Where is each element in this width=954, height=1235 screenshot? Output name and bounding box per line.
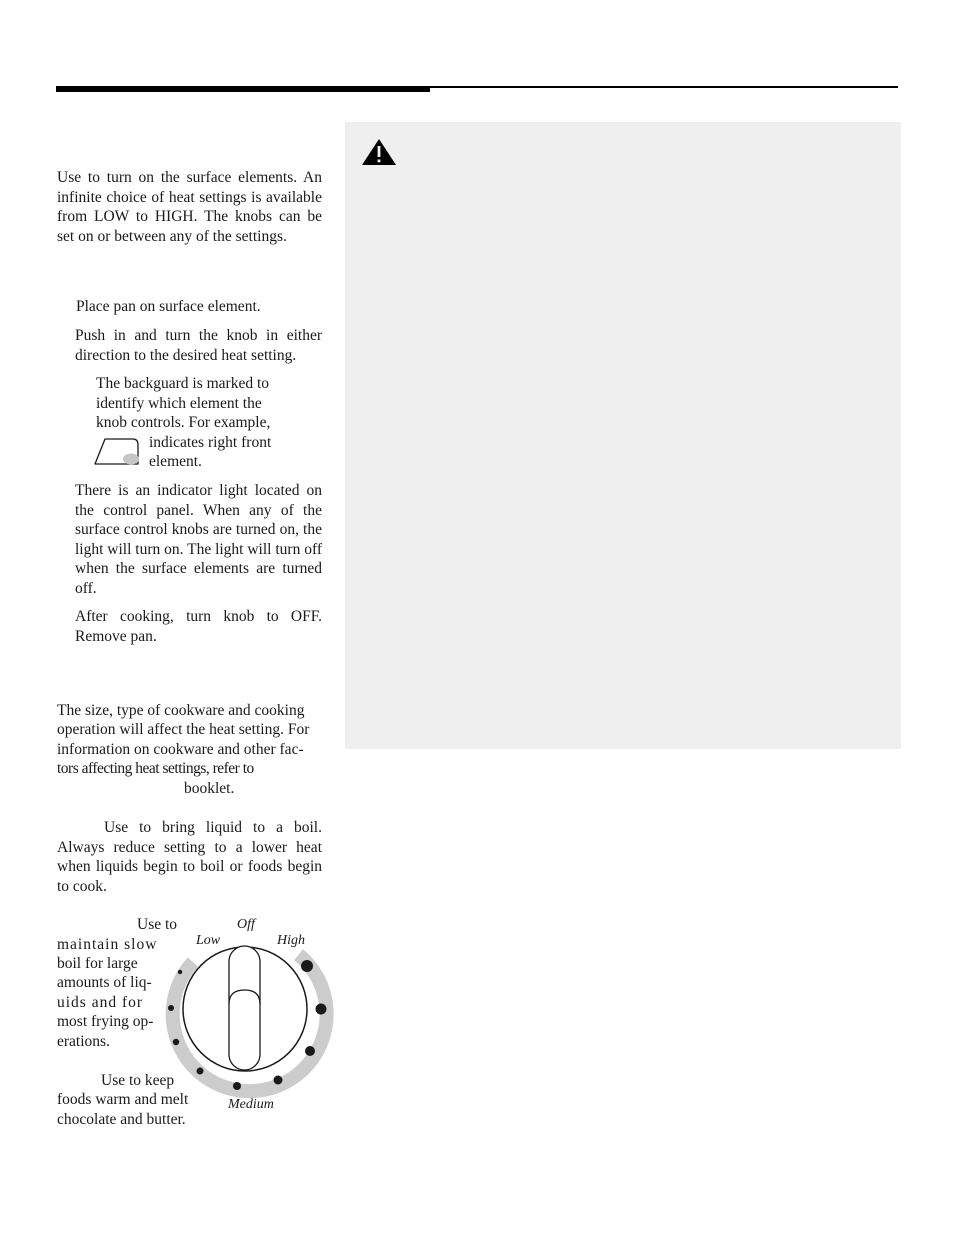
backguard-line: element. [149, 453, 202, 470]
setting-dot [301, 960, 313, 972]
step-push-turn: Push in and turn the knob in either direction to the desired heat setting. [75, 327, 322, 364]
header-rule-thick [56, 86, 430, 92]
knob-pointer [229, 946, 260, 1070]
intro-paragraph: Use to turn on the surface elements. An infinite choice of heat settings is available from LOW to HIGH. The knobs can be set on or between any of the settings. [57, 169, 322, 245]
setting-dot [305, 1046, 315, 1056]
medium-line: uids and for [57, 994, 144, 1011]
high-setting-paragraph: Use to bring liquid to a boil. Always reduce setting to a lower heat when liquids begin to boil or foods begin to cook. [57, 819, 322, 895]
cookware-line: operation will affect the heat setting. For [57, 721, 310, 738]
backguard-line: identify which element the [96, 395, 262, 412]
safety-warning-panel [345, 122, 901, 749]
medium-line: boil for large [57, 955, 138, 972]
header-rule-thin [430, 86, 898, 88]
medium-line: erations. [57, 1033, 110, 1050]
surface-control-knob-diagram [165, 910, 335, 1115]
low-line: foods warm and melt [57, 1091, 189, 1108]
setting-dot [233, 1082, 241, 1090]
backguard-line: The backguard is marked to [96, 375, 270, 392]
low-line: chocolate and butter. [57, 1111, 186, 1128]
cookware-line: information on cookware and other fac- [57, 741, 304, 758]
setting-dot [316, 1004, 327, 1015]
backguard-line: knob controls. For example, [96, 414, 271, 431]
backguard-line: indicates right front [149, 434, 272, 451]
knob-label-medium: Medium [228, 1097, 274, 1112]
step-place-pan: Place pan on surface element. [76, 298, 261, 315]
element-location-icon [93, 436, 143, 470]
knob-label-off: Off [237, 917, 255, 932]
cookware-line: tors affecting heat settings, refer to [57, 760, 254, 777]
warning-triangle-icon [361, 137, 397, 167]
setting-dot [173, 1039, 179, 1045]
setting-dot [274, 1076, 283, 1085]
setting-dot [197, 1068, 204, 1075]
cookware-line: The size, type of cookware and cooking [57, 702, 305, 719]
low-line: Use to keep [101, 1072, 175, 1089]
knob-label-high: High [277, 933, 305, 948]
step-indicator-light: There is an indicator light located on the control panel. When any of the surface control knobs are turned on, the light will turn on. The light will turn off when the surface elements are turned off. [75, 482, 322, 597]
setting-dot [168, 1005, 174, 1011]
medium-line: most frying op- [57, 1013, 154, 1030]
medium-line: Use to [137, 916, 178, 933]
setting-dot [178, 970, 182, 974]
medium-line: amounts of liq- [57, 974, 152, 991]
step-after-cooking: After cooking, turn knob to OFF. Remove pan. [75, 608, 322, 645]
knob-label-low: Low [196, 933, 221, 948]
medium-line: maintain slow [57, 936, 158, 953]
cookware-line: booklet. [184, 780, 235, 797]
